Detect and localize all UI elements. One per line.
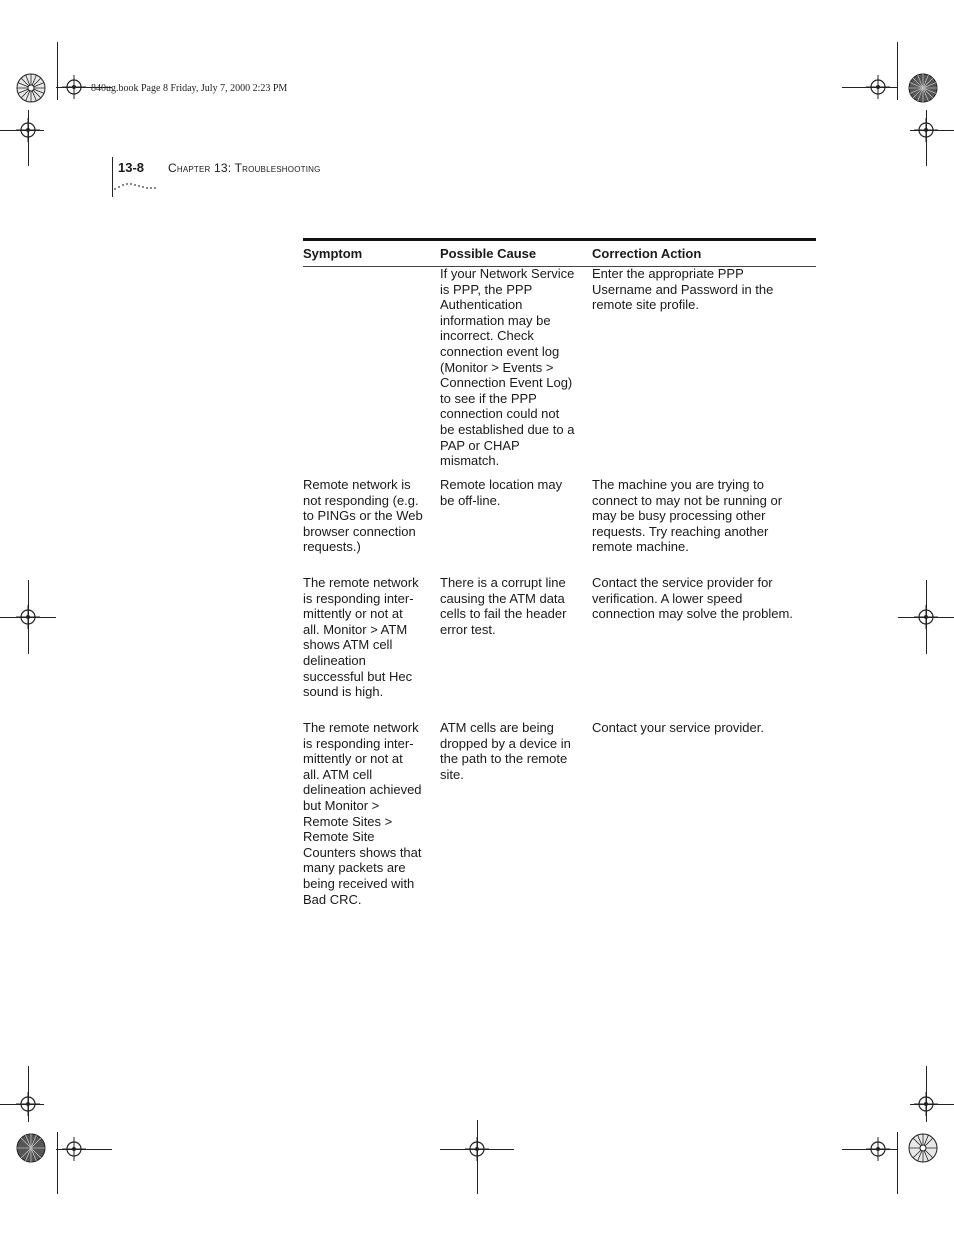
symptom-cell: Remote network is not responding (e.g. to PINGs or the Web browser connection requests.) [303, 477, 423, 555]
troubleshooting-table [303, 238, 816, 907]
crop-line [0, 130, 44, 131]
crop-line [842, 1149, 898, 1150]
cause-cell: Remote location may be off-line. [440, 477, 563, 508]
crop-line [57, 42, 58, 100]
crop-line [28, 110, 29, 166]
action-cell: Enter the appropriate PPP Username and Password in the remote site profile. [592, 266, 774, 313]
starburst-mark-icon [16, 1133, 46, 1163]
crop-line [842, 87, 898, 88]
crop-line [897, 42, 898, 100]
action-cell: Contact your service provider. [592, 720, 764, 735]
crop-line [926, 1066, 927, 1122]
action-cell: The machine you are trying to connect to may not be running or may be busy processing other requests. Try reaching another remote machine. [592, 477, 783, 555]
starburst-mark-icon [908, 73, 938, 103]
crop-line [28, 1066, 29, 1122]
crop-line [910, 1104, 954, 1105]
cause-cell: ATM cells are being dropped by a device in the path to the remote site. [440, 720, 571, 782]
crop-line [440, 1149, 514, 1150]
starburst-mark-icon [16, 73, 46, 103]
crop-line [897, 1132, 898, 1194]
table-header-row [303, 241, 816, 267]
table-row [303, 720, 816, 907]
table-row [303, 575, 816, 700]
crop-line [0, 617, 56, 618]
symptom-cell: The remote network is responding inter- mittently or not at all. Monitor > ATM shows ATM cell delineation successful but Hec sound is high. [303, 575, 419, 700]
crop-line [898, 617, 954, 618]
cause-cell: If your Network Service is PPP, the PPP Authentication information may be incorrect. Check connection event log (Monitor > Events > Connection Event Log) to see if the PPP connection could not be established due to a PAP or CHAP mismatch. [440, 266, 575, 469]
action-cell: Contact the service provider for verification. A lower speed connection may solve the problem. [592, 575, 793, 622]
column-header-cause: Possible Cause [440, 246, 537, 261]
crop-line [910, 130, 954, 131]
print-slug: 840ug.book Page 8 Friday, July 7, 2000 2:23 PM [91, 83, 288, 94]
table-row [303, 477, 816, 555]
page-number: 13-8 [118, 160, 145, 175]
column-header-action: Correction Action [592, 246, 702, 261]
crop-line [57, 1132, 58, 1194]
crop-line [56, 1149, 112, 1150]
symptom-cell [303, 266, 440, 469]
column-header-symptom: Symptom [303, 246, 363, 261]
header-dotted-flourish [113, 180, 157, 192]
crop-line [477, 1120, 478, 1194]
cause-cell: There is a corrupt line causing the ATM data cells to fail the header error test. [440, 575, 567, 637]
chapter-title: Chapter 13: Troubleshooting [168, 161, 321, 175]
starburst-mark-icon [908, 1133, 938, 1163]
crop-line [0, 1104, 44, 1105]
crop-line [926, 110, 927, 166]
symptom-cell: The remote network is responding inter- mittently or not at all. ATM cell delineation achieved but Monitor > Remote Sites > Remote Site Counters shows that many packets are being received with Bad CRC. [303, 720, 422, 907]
table-row [303, 266, 816, 469]
